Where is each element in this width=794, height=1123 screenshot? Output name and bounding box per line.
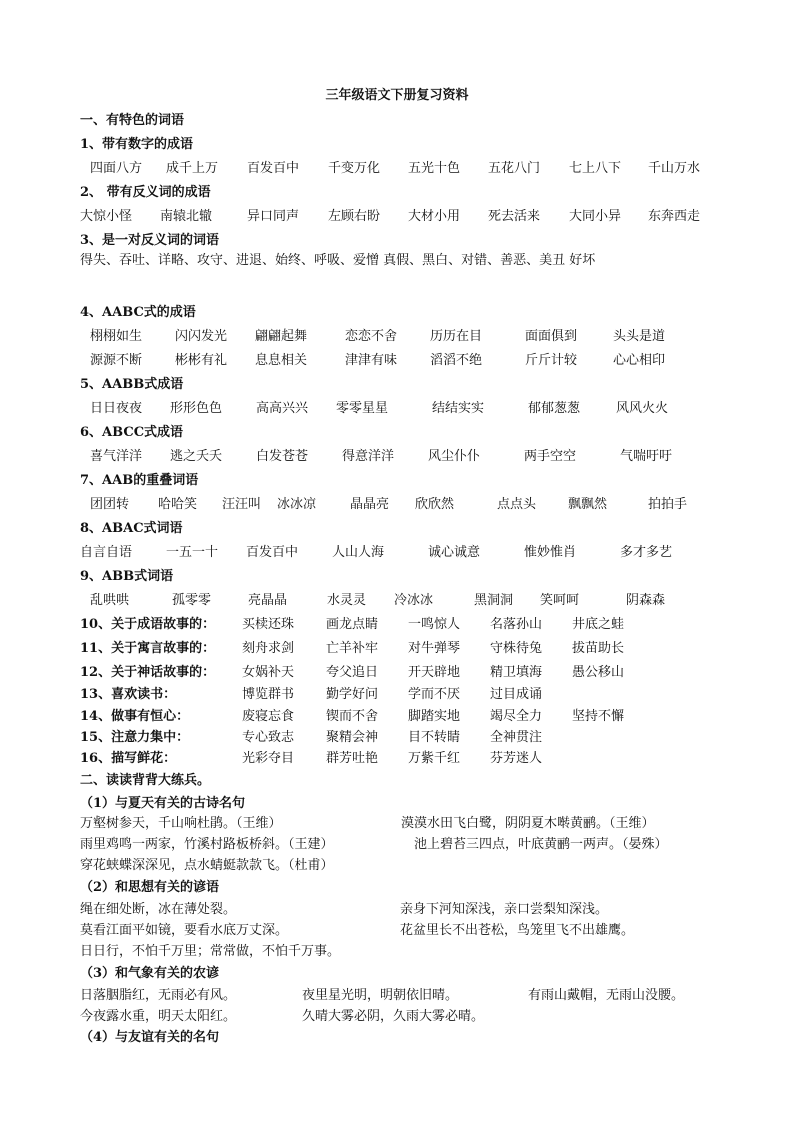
subsection-heading-3: 3、是一对反义词的词语 — [80, 233, 220, 248]
proverb-line — [80, 940, 716, 962]
word-item: 点点头 — [497, 497, 537, 512]
proverb-line — [80, 898, 716, 920]
idiom-item: 过目成诵 — [490, 687, 543, 702]
idiom-row-aabc-1 — [80, 325, 716, 347]
focus-idioms-row — [80, 726, 716, 748]
idiom-item: 滔滔不绝 — [430, 353, 483, 368]
category-label: 14、做事有恒心： — [80, 709, 190, 724]
word-item: 人山人海 — [332, 545, 385, 560]
idiom-item: 结结实实 — [432, 401, 485, 416]
idiom-item: 目不转睛 — [408, 730, 461, 745]
idiom-item: 头头是道 — [613, 329, 666, 344]
idiom-item: 大惊小怪 — [80, 209, 133, 224]
idiom-item: 夸父追日 — [326, 665, 379, 680]
idiom-item: 四面八方 — [90, 161, 143, 176]
category-label: 15、注意力集中： — [80, 730, 190, 745]
saying-text: 久晴大雾必阴，久雨大雾必晴。 — [302, 1009, 485, 1024]
idiom-item: 全神贯注 — [490, 730, 543, 745]
idiom-item: 开天辟地 — [408, 665, 461, 680]
idiom-item: 源源不断 — [90, 353, 143, 368]
idiom-item: 郁郁葱葱 — [528, 401, 581, 416]
idiom-item: 一鸣惊人 — [408, 617, 461, 632]
saying-text: 日落胭脂红，无雨必有风。 — [80, 988, 237, 1003]
idiom-item: 对牛弹琴 — [408, 641, 461, 656]
poem-text: 雨里鸡鸣一两家，竹溪村路板桥斜。（王建） — [80, 837, 334, 852]
idiom-item: 栩栩如生 — [90, 329, 143, 344]
fable-idioms-row — [80, 637, 716, 659]
subsection-heading-1: 1、带有数字的成语 — [80, 137, 194, 152]
word-item: 汪汪叫 — [222, 497, 262, 512]
word-item: 笑呵呵 — [540, 593, 580, 608]
word-item: 百发百中 — [246, 545, 299, 560]
category-label: 13、喜欢读书： — [80, 687, 177, 702]
word-item: 水灵灵 — [327, 593, 367, 608]
idiom-item: 博览群书 — [242, 687, 295, 702]
poem-text: 池上碧苔三四点，叶底黄鹂一两声。（晏殊） — [414, 837, 668, 852]
section-heading-part1: 一、有特色的词语 — [80, 113, 185, 128]
perseverance-idioms-row — [80, 705, 716, 727]
subsection-heading-5: 5、AABB式成语 — [80, 377, 184, 392]
idiom-item: 闪闪发光 — [175, 329, 228, 344]
idiom-item: 斤斤计较 — [525, 353, 578, 368]
idiom-item: 死去活来 — [488, 209, 541, 224]
proverb-text: 绳在细处断，冰在薄处裂。 — [80, 902, 237, 917]
word-row-abac — [80, 541, 716, 563]
idiom-item: 竭尽全力 — [490, 709, 543, 724]
subsection-heading-9: 9、ABB式词语 — [80, 569, 174, 584]
section-heading-part2: 二、读读背背大练兵。 — [80, 773, 211, 788]
idiom-item: 历历在目 — [430, 329, 483, 344]
idiom-item: 翩翩起舞 — [255, 329, 308, 344]
saying-text: 夜里星光明，明朝依旧晴。 — [302, 988, 459, 1003]
subsection-heading-8: 8、ABAC式词语 — [80, 521, 183, 536]
word-item: 冰冰凉 — [277, 497, 317, 512]
idiom-item: 画龙点睛 — [326, 617, 379, 632]
idiom-item: 井底之蛙 — [572, 617, 625, 632]
idiom-item: 成千上万 — [166, 161, 219, 176]
idiom-item: 南辕北辙 — [160, 209, 213, 224]
poem-text: 漠漠水田飞白鹭，阴阴夏木啭黄鹂。（王维） — [401, 816, 655, 831]
saying-text: 今夜露水重，明天太阳红。 — [80, 1009, 237, 1024]
idiom-item: 七上八下 — [569, 161, 622, 176]
subsection-heading-4: 4、AABC式的成语 — [80, 305, 196, 320]
weather-saying-line — [80, 1005, 716, 1027]
category-label: 11、关于寓言故事的： — [80, 641, 216, 656]
word-item: 多才多艺 — [620, 545, 673, 560]
idiom-item: 脚踏实地 — [408, 709, 461, 724]
idiom-item: 面面俱到 — [525, 329, 578, 344]
idiom-item: 逃之夭夭 — [170, 449, 223, 464]
idiom-item: 精卫填海 — [490, 665, 543, 680]
word-item: 孤零零 — [172, 593, 212, 608]
word-item: 拍拍手 — [648, 497, 688, 512]
idiom-row-numbers — [80, 157, 716, 179]
idiom-item: 学而不厌 — [408, 687, 461, 702]
page-title: 三年级语文下册复习资料 — [325, 88, 469, 103]
idiom-item: 高高兴兴 — [256, 401, 309, 416]
idiom-item: 彬彬有礼 — [175, 353, 228, 368]
subsection-heading-friendship: （4）与友谊有关的名句 — [80, 1030, 220, 1045]
idiom-item: 形形色色 — [170, 401, 223, 416]
idiom-item: 千变万化 — [328, 161, 381, 176]
saying-text: 有雨山戴帽，无雨山没腰。 — [528, 988, 685, 1003]
idiom-item: 风风火火 — [616, 401, 669, 416]
idiom-row-aabb — [80, 397, 716, 419]
category-label: 12、关于神话故事的： — [80, 665, 216, 680]
word-item: 欣欣然 — [415, 497, 455, 512]
idiom-item: 坚持不懈 — [572, 709, 625, 724]
word-item: 一五一十 — [166, 545, 219, 560]
idiom-item: 心心相印 — [613, 353, 666, 368]
idiom-item: 愚公移山 — [572, 665, 625, 680]
idiom-item: 万紫千红 — [408, 751, 461, 766]
idiom-item: 津津有味 — [345, 353, 398, 368]
idiom-item: 名落孙山 — [490, 617, 543, 632]
subsection-heading-proverbs: （2）和思想有关的谚语 — [80, 880, 220, 895]
flower-idioms-row — [80, 747, 716, 769]
proverb-text: 花盆里长不出苍松，鸟笼里飞不出雄鹰。 — [400, 923, 635, 938]
word-item: 飘飘然 — [568, 497, 608, 512]
idiom-row-abcc — [80, 445, 716, 467]
idiom-item: 拔苗助长 — [572, 641, 625, 656]
idiom-item: 刻舟求剑 — [242, 641, 295, 656]
proverb-text: 莫看江面平如镜，要看水底万丈深。 — [80, 923, 289, 938]
word-item: 惟妙惟肖 — [524, 545, 577, 560]
word-item: 阴森森 — [626, 593, 666, 608]
idiom-item: 东奔西走 — [648, 209, 701, 224]
category-label: 10、关于成语故事的： — [80, 617, 216, 632]
idiom-item: 专心致志 — [242, 730, 295, 745]
idiom-item: 恋恋不舍 — [345, 329, 398, 344]
word-item: 诚心诚意 — [428, 545, 481, 560]
idiom-item: 喜气洋洋 — [90, 449, 143, 464]
idiom-item: 气喘吁吁 — [620, 449, 673, 464]
idiom-item: 异口同声 — [247, 209, 300, 224]
proverb-text: 日日行，不怕千万里；常常做，不怕千万事。 — [80, 944, 341, 959]
word-row-abb — [80, 589, 716, 611]
category-label: 16、描写鲜花： — [80, 751, 177, 766]
idiom-item: 芬芳迷人 — [490, 751, 543, 766]
idiom-item: 左顾右盼 — [328, 209, 381, 224]
word-item: 黑洞洞 — [474, 593, 514, 608]
reading-idioms-row — [80, 683, 716, 705]
myth-idioms-row — [80, 661, 716, 683]
idiom-row-aabc-2 — [80, 349, 716, 371]
word-item: 乱哄哄 — [90, 593, 130, 608]
idiom-item: 白发苍苍 — [256, 449, 309, 464]
word-item: 哈哈笑 — [158, 497, 198, 512]
poem-line — [80, 812, 716, 834]
story-idioms-row — [80, 613, 716, 635]
idiom-item: 得意洋洋 — [342, 449, 395, 464]
idiom-item: 群芳吐艳 — [326, 751, 379, 766]
weather-saying-line — [80, 984, 716, 1006]
idiom-item: 锲而不舍 — [326, 709, 379, 724]
idiom-item: 零零星星 — [336, 401, 389, 416]
poem-text: 穿花蛱蝶深深见，点水蜻蜓款款飞。（杜甫） — [80, 858, 334, 873]
word-row-aab — [80, 493, 716, 515]
poem-line — [80, 833, 716, 855]
idiom-item: 女娲补天 — [242, 665, 295, 680]
antonym-pairs-text: 得失、吞吐、详略、攻守、进退、始终、呼吸、爱憎 真假、黑白、对错、善恶、美丑 好坏 — [80, 253, 596, 268]
idiom-item: 百发百中 — [247, 161, 300, 176]
idiom-item: 息息相关 — [255, 353, 308, 368]
idiom-item: 风尘仆仆 — [428, 449, 481, 464]
idiom-item: 守株待兔 — [490, 641, 543, 656]
word-item: 冷冰冰 — [394, 593, 434, 608]
proverb-line — [80, 919, 716, 941]
idiom-item: 五光十色 — [408, 161, 461, 176]
idiom-item: 买椟还珠 — [242, 617, 295, 632]
idiom-item: 聚精会神 — [326, 730, 379, 745]
idiom-item: 千山万水 — [648, 161, 701, 176]
poem-text: 万壑树参天，千山响杜鹃。（王维） — [80, 816, 282, 831]
subsection-heading-weather: （3）和气象有关的农谚 — [80, 966, 220, 981]
idiom-item: 日日夜夜 — [90, 401, 143, 416]
word-item: 亮晶晶 — [248, 593, 288, 608]
idiom-item: 废寝忘食 — [242, 709, 295, 724]
word-item: 晶晶亮 — [350, 497, 390, 512]
idiom-item: 光彩夺目 — [242, 751, 295, 766]
idiom-item: 大同小异 — [569, 209, 622, 224]
idiom-item: 五花八门 — [488, 161, 541, 176]
idiom-item: 勤学好问 — [326, 687, 379, 702]
proverb-text: 亲身下河知深浅，亲口尝梨知深浅。 — [400, 902, 609, 917]
poem-line — [80, 854, 716, 876]
subsection-heading-2: 2、 带有反义词的成语 — [80, 185, 211, 200]
idiom-item: 大材小用 — [408, 209, 461, 224]
subsection-heading-6: 6、ABCC式成语 — [80, 425, 184, 440]
subsection-heading-poems: （1）与夏天有关的古诗名句 — [80, 796, 246, 811]
word-item: 自言自语 — [80, 545, 133, 560]
word-item: 团团转 — [90, 497, 130, 512]
subsection-heading-7: 7、AAB的重叠词语 — [80, 473, 199, 488]
idiom-row-antonyms — [80, 205, 716, 227]
idiom-item: 两手空空 — [524, 449, 577, 464]
idiom-item: 亡羊补牢 — [326, 641, 379, 656]
